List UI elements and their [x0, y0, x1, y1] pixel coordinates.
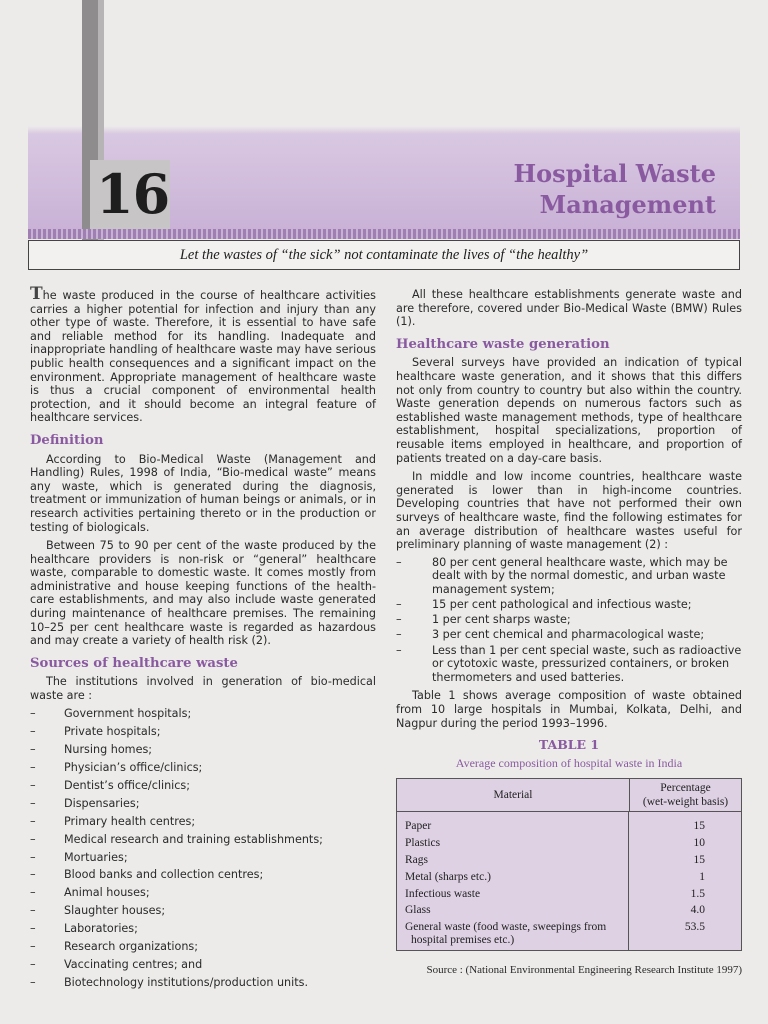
- list-item: – Slaughter houses;: [30, 904, 376, 918]
- header-percentage-line1: Percentage: [660, 782, 711, 795]
- generation-paragraph-1: Several surveys have provided an indication of typical healthcare waste generation, and it shows that this differs not only from country to country but also within the country. Waste generation depends on numerous factors such as established waste management methods, type of healthcare establishment, hospital specializations, proportion of reusable items employed in healthcare, and proportion of patients treated on a day-care basis.: [396, 356, 742, 465]
- table-cell-material-line1: General waste (food waste, sweepings from: [405, 921, 607, 934]
- bmw-rules-paragraph: All these healthcare establishments generate waste and are therefore, covered under Bio-Medical Waste (BMW) Rules (1).: [396, 288, 742, 329]
- right-column: [396, 288, 742, 978]
- generation-heading: Healthcare waste generation: [396, 336, 610, 352]
- table-cell-value: 10: [693, 837, 705, 850]
- list-item: – Government hospitals;: [30, 707, 376, 721]
- sources-heading: Sources of healthcare waste: [30, 655, 238, 671]
- material-column: [397, 812, 629, 950]
- table-cell-value: 15: [693, 820, 705, 833]
- table-cell-material: Glass: [405, 904, 431, 917]
- table-cell-material: Paper: [405, 820, 432, 833]
- table-cell-material: Plastics: [405, 837, 441, 850]
- intro-paragraph: [30, 284, 376, 425]
- table-cell-value: 53.5: [684, 921, 705, 934]
- header-percentage-line2: (wet-weight basis): [642, 796, 729, 809]
- table-caption: Average composition of hospital waste in India: [455, 755, 683, 770]
- header-percentage: [630, 779, 741, 811]
- list-item: – Nursing homes;: [30, 743, 376, 757]
- table-body: [397, 812, 741, 950]
- list-item: – Animal houses;: [30, 886, 376, 900]
- list-item: – Biotechnology institutions/production units.: [30, 976, 376, 990]
- list-item: – Dentist’s office/clinics;: [30, 779, 376, 793]
- table-cell-material: [405, 919, 620, 946]
- waste-composition-table: [396, 778, 742, 951]
- percentage-column: [629, 812, 741, 950]
- definition-paragraph-2: Between 75 to 90 per cent of the waste produced by the healthcare providers is non-risk or “general” healthcare waste, comparable to domestic waste. It comes mostly from administrative and house keeping functions of the health-care establishments, and may also include waste generated during maintenance of healthcare premises. The remaining 10–25 per cent healthcare waste is regarded as hazardous and may create a variety of health risk (2).: [30, 539, 376, 648]
- sources-intro: The institutions involved in generation of bio-medical waste are :: [30, 675, 376, 703]
- drop-cap: T: [30, 284, 43, 304]
- list-item: – Less than 1 per cent special waste, such as radioactive or cytotoxic waste, pressurized containers, or broken thermometers and used batteries.: [396, 644, 742, 685]
- epigraph: Let the wastes of “the sick” not contaminate the lives of “the healthy”: [28, 240, 740, 270]
- definition-paragraph-1: According to Bio-Medical Waste (Management and Handling) Rules, 1998 of India, “Bio-medical waste” means any waste, which is generated during the diagnosis, treatment or immunization of human beings or animals, or in research activities pertaining thereto or in the production or testing of biologicals.: [30, 452, 376, 534]
- chapter-title-line2: Management: [539, 190, 716, 219]
- chapter-title: [514, 158, 717, 220]
- table-cell-material-line2: hospital premises etc.): [411, 933, 515, 946]
- table-label: TABLE 1: [538, 737, 600, 753]
- list-item: – Private hospitals;: [30, 725, 376, 739]
- table-cell-value: 15: [693, 853, 705, 866]
- list-item: – Blood banks and collection centres;: [30, 868, 376, 882]
- list-item: – 80 per cent general healthcare waste, which may be dealt with by the normal domestic, and urban waste management system;: [396, 556, 742, 597]
- table-cell-value: 4.0: [690, 904, 705, 917]
- generation-paragraph-2: In middle and low income countries, healthcare waste generated is lower than in high-income countries. Developing countries that have not performed their own surveys of healthcare waste, find the following estimates for an average distribution of healthcare wastes useful for preliminary planning of waste management (2) :: [396, 470, 742, 552]
- table-cell-material: Rags: [405, 853, 428, 866]
- estimates-list: [396, 556, 742, 685]
- table-cell-material: Infectious waste: [405, 887, 481, 900]
- left-column: [30, 284, 376, 994]
- table-source: Source : (National Environmental Engineering Research Institute 1997): [426, 963, 742, 976]
- list-item: – Medical research and training establishments;: [30, 833, 376, 847]
- list-item: – Mortuaries;: [30, 851, 376, 865]
- decorative-stripe: [28, 229, 740, 239]
- table-intro-paragraph: Table 1 shows average composition of waste obtained from 10 large hospitals in Mumbai, Kolkata, Delhi, and Nagpur during the period 1993–1996.: [396, 689, 742, 730]
- sources-list: [30, 707, 376, 990]
- chapter-title-line1: Hospital Waste: [513, 159, 716, 188]
- table-header: [397, 779, 741, 812]
- list-item: – Vaccinating centres; and: [30, 958, 376, 972]
- header-material: Material: [397, 779, 630, 811]
- definition-heading: Definition: [30, 432, 104, 448]
- table-cell-value: 1.5: [690, 887, 705, 900]
- list-item: – Research organizations;: [30, 940, 376, 954]
- list-item: – 3 per cent chemical and pharmacological waste;: [396, 628, 742, 642]
- list-item: – Physician’s office/clinics;: [30, 761, 376, 775]
- table-cell-value: 1: [699, 870, 705, 883]
- chapter-number: 16: [96, 162, 170, 226]
- list-item: – Primary health centres;: [30, 815, 376, 829]
- table-cell-material: Metal (sharps etc.): [405, 870, 491, 883]
- intro-text: he waste produced in the course of healthcare activities carries a higher potential for infection and injury than any other type of waste. Therefore, it is essential to have safe and reliable method for its handling. Inadequate and inappropriate handling of healthcare waste may have serious public health consequences and a significant impact on the environment. Appropriate management of healthcare waste is thus a crucial component of environmental health protection, and it should become an integral feature of healthcare services.: [30, 289, 376, 425]
- list-item: – Laboratories;: [30, 922, 376, 936]
- list-item: – 15 per cent pathological and infectious waste;: [396, 598, 742, 612]
- list-item: – 1 per cent sharps waste;: [396, 613, 742, 627]
- list-item: – Dispensaries;: [30, 797, 376, 811]
